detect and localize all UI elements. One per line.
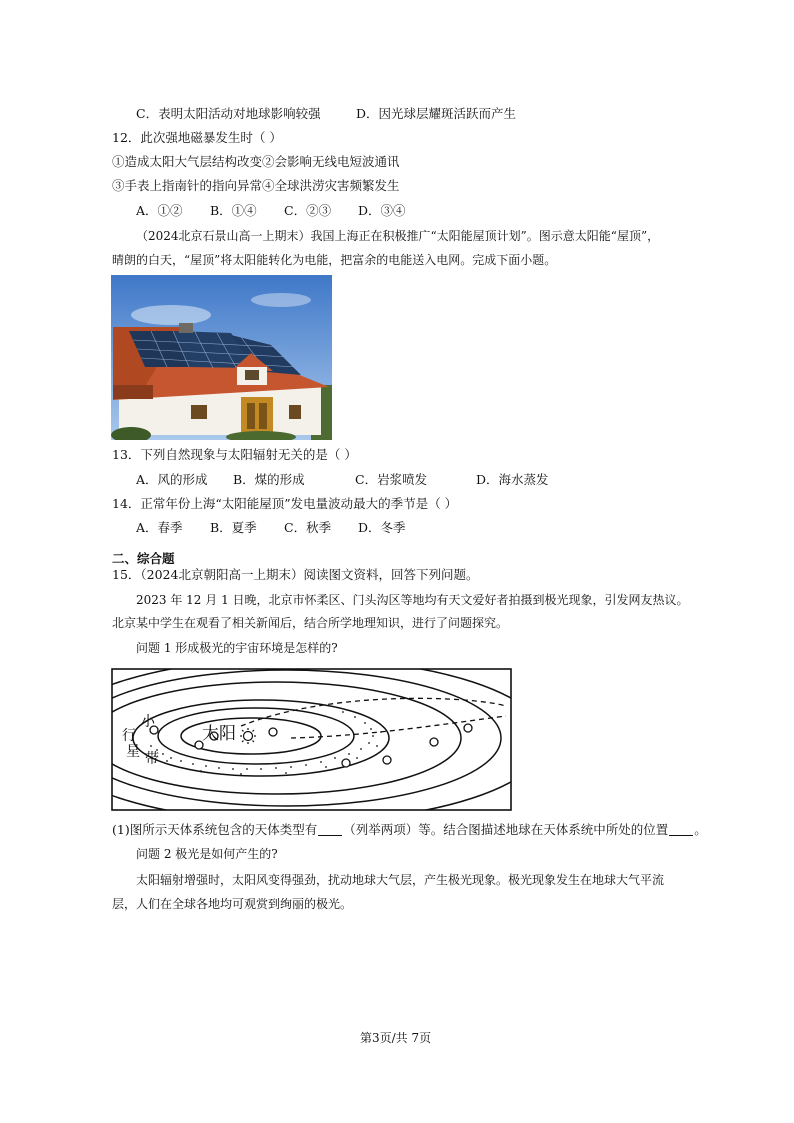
q15-question1: 问题 1 形成极光的宇宙环境是怎样的? xyxy=(136,641,338,655)
sun-label: 太阳 xyxy=(202,724,236,744)
solar-system-diagram xyxy=(111,668,512,811)
q14-option-d: D．冬季 xyxy=(358,520,406,535)
passage13-line2: 晴朗的白天，“屋顶”将太阳能转化为电能，把富余的电能送入电网。完成下面小题。 xyxy=(112,253,557,267)
q14-stem: 14．正常年份上海“太阳能屋顶”发电量波动最大的季节是（ ） xyxy=(112,496,458,511)
q11-option-d: D．因光球层耀斑活跃而产生 xyxy=(356,106,517,121)
belt-label-2: 行 xyxy=(122,728,136,744)
planet-saturn xyxy=(383,756,391,764)
q15-question2: 问题 2 极光是如何产生的? xyxy=(136,847,278,861)
q12-stem: 12．此次强地磁暴发生时（ ） xyxy=(112,130,282,145)
q12-option-a: A．①② xyxy=(136,203,183,218)
q13-option-d: D．海水蒸发 xyxy=(476,472,549,487)
passage13-line1: （2024北京石景山高一上期末）我国上海正在积极推广“太阳能屋顶计划”。图示意太阳能“屋顶”， xyxy=(136,229,660,243)
q13-option-b: B．煤的形成 xyxy=(233,472,305,487)
q13-option-a: A．风的形成 xyxy=(136,472,208,487)
q15-para1-line2: 北京某中学生在观看了相关新闻后，结合所学地理知识，进行了问题探究。 xyxy=(112,616,509,630)
q15-sub1-part-a: (1)图所示天体系统包含的天体类型有 xyxy=(112,822,318,837)
q15-para2-line2: 层，人们在全球各地均可观赏到绚丽的极光。 xyxy=(112,897,353,911)
q12-option-b: B．①④ xyxy=(210,203,257,218)
q13-option-c: C．岩浆喷发 xyxy=(355,472,428,487)
q12-line1: ①造成太阳大气层结构改变②会影响无线电短波通讯 xyxy=(112,154,400,169)
q15-sub1 xyxy=(112,822,707,838)
q11-option-c: C．表明太阳活动对地球影响较强 xyxy=(136,106,321,121)
belt-label-1: 小 xyxy=(141,714,155,730)
q14-option-c: C．秋季 xyxy=(284,520,332,535)
answer-blank-2[interactable] xyxy=(669,823,693,836)
planet-jupiter xyxy=(342,759,350,767)
q15-sub1-part-b: （列举两项）等。结合图描述地球在天体系统中所处的位置 xyxy=(343,822,669,837)
q12-option-d: D．③④ xyxy=(358,203,406,218)
q15-stem: 15．（2024北京朝阳高一上期末）阅读图文资料，回答下列问题。 xyxy=(112,567,479,582)
planet-neptune xyxy=(464,724,472,732)
planet-uranus xyxy=(430,738,438,746)
belt-label-3: 星 xyxy=(126,744,140,760)
page-number: 第3页/共 7页 xyxy=(360,1031,432,1045)
solar-roof-house-image xyxy=(111,275,332,440)
q13-stem: 13．下列自然现象与太阳辐射无关的是（ ） xyxy=(112,447,357,462)
answer-blank-1[interactable] xyxy=(318,823,342,836)
diagram-frame xyxy=(112,669,511,810)
belt-label-4: 带 xyxy=(145,751,159,767)
section-title: 二、综合题 xyxy=(112,551,175,566)
q15-sub1-part-c: 。 xyxy=(694,822,707,837)
q15-para2-line1: 太阳辐射增强时，太阳风变得强劲，扰动地球大气层，产生极光现象。极光现象发生在地球大气平流 xyxy=(136,873,665,887)
planet-venus xyxy=(269,728,277,736)
q12-line2: ③手表上指南针的指向异常④全球洪涝灾害频繁发生 xyxy=(112,178,400,193)
q14-option-a: A．春季 xyxy=(136,520,183,535)
q14-option-b: B．夏季 xyxy=(210,520,257,535)
q15-para1-line1: 2023 年 12 月 1 日晚，北京市怀柔区、门头沟区等地均有天文爱好者拍摄到极光现象，引发网友热议。 xyxy=(136,593,689,607)
q12-option-c: C．②③ xyxy=(284,203,332,218)
